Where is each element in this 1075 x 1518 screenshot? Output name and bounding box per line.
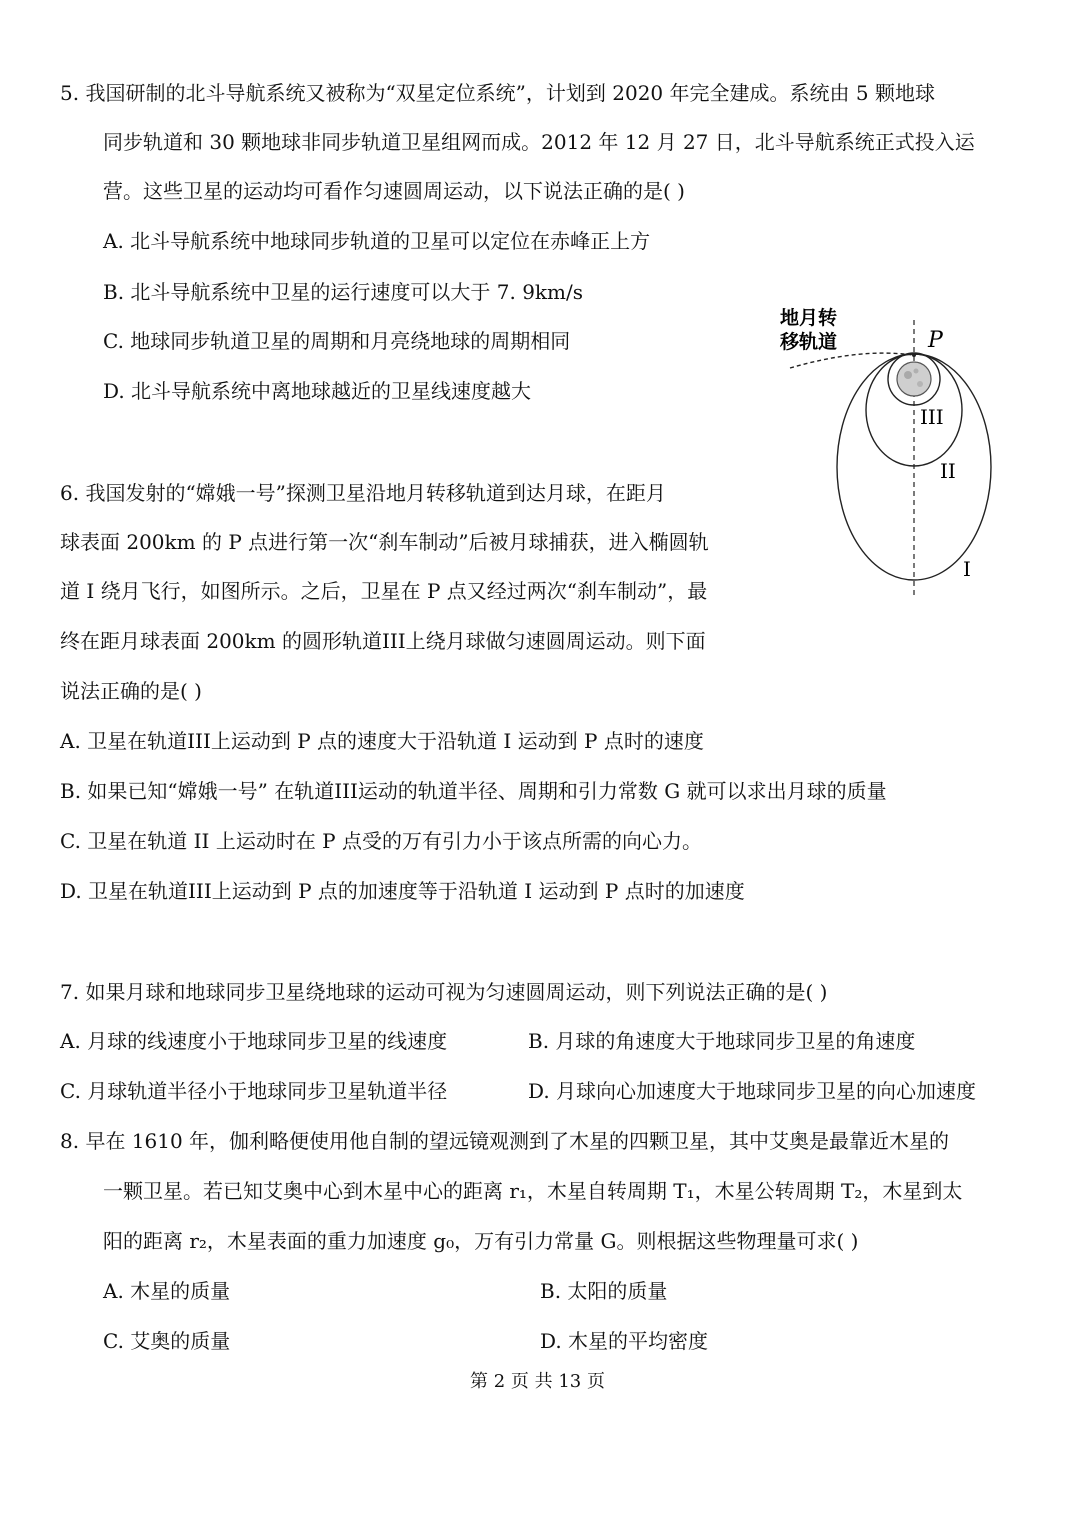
lunar-orbit-diagram — [775, 300, 995, 600]
q8-stem-line-1: 8. 早在 1610 年，伽利略便使用他自制的望远镜观测到了木星的四颗卫星，其中艾奥是最靠近木星的 — [60, 1129, 950, 1153]
q6-option-a: A. 卫星在轨道III上运动到 P 点的速度大于沿轨道 I 运动到 P 点时的速度 — [60, 729, 704, 753]
page-number-footer: 第 2 页 共 13 页 — [470, 1371, 605, 1392]
q6-option-d: D. 卫星在轨道III上运动到 P 点的加速度等于沿轨道 I 运动到 P 点时的加速度 — [60, 879, 745, 903]
point-p-marker — [912, 353, 916, 357]
transfer-orbit-label-2: 移轨道 — [780, 331, 838, 353]
q8-option-a: A. 木星的质量 — [103, 1279, 231, 1303]
q6-option-c: C. 卫星在轨道 II 上运动时在 P 点受的万有引力小于该点所需的向心力。 — [60, 829, 702, 853]
q7-option-a: A. 月球的线速度小于地球同步卫星的线速度 — [60, 1029, 448, 1053]
q7-stem: 7. 如果月球和地球同步卫星绕地球的运动可视为匀速圆周运动，则下列说法正确的是( ) — [60, 980, 828, 1004]
q5-stem-line-1: 5. 我国研制的北斗导航系统又被称为“双星定位系统”，计划到 2020 年完全建成。系统由 5 颗地球 — [60, 81, 935, 105]
q5-option-a: A. 北斗导航系统中地球同步轨道的卫星可以定位在赤峰正上方 — [103, 229, 651, 253]
q5-option-b: B. 北斗导航系统中卫星的运行速度可以大于 7. 9km/s — [103, 280, 584, 304]
orbit-iii-label: III — [920, 405, 944, 429]
q8-option-b: B. 太阳的质量 — [540, 1279, 668, 1303]
q5-stem-line-3: 营。这些卫星的运动均可看作匀速圆周运动，以下说法正确的是( ) — [103, 179, 685, 203]
q7-option-d: D. 月球向心加速度大于地球同步卫星的向心加速度 — [528, 1079, 977, 1103]
q5-option-c: C. 地球同步轨道卫星的周期和月亮绕地球的周期相同 — [103, 329, 571, 353]
q8-option-c: C. 艾奥的质量 — [103, 1329, 231, 1353]
transfer-orbit-label-1: 地月转 — [780, 307, 838, 329]
q6-stem-line-5: 说法正确的是( ) — [60, 679, 202, 703]
point-p-label: P — [928, 328, 943, 353]
q7-option-c: C. 月球轨道半径小于地球同步卫星轨道半径 — [60, 1079, 448, 1103]
q6-stem-line-3: 道 I 绕月飞行，如图所示。之后，卫星在 P 点又经过两次“刹车制动”，最 — [60, 579, 708, 603]
orbit-i-label: I — [963, 557, 971, 581]
q7-option-b: B. 月球的角速度大于地球同步卫星的角速度 — [528, 1029, 916, 1053]
q5-option-d: D. 北斗导航系统中离地球越近的卫星线速度越大 — [103, 379, 532, 403]
moon-icon — [897, 362, 931, 396]
q6-option-b: B. 如果已知“嫦娥一号” 在轨道III运动的轨道半径、周期和引力常数 G 就可以求出月球的质量 — [60, 779, 887, 803]
q8-stem-line-3: 阳的距离 r₂，木星表面的重力加速度 g₀，万有引力常量 G。则根据这些物理量可求( ) — [103, 1229, 859, 1253]
q8-stem-line-2: 一颗卫星。若已知艾奥中心到木星中心的距离 r₁，木星自转周期 T₁，木星公转周期 T₂，木星到太 — [103, 1179, 963, 1203]
q8-option-d: D. 木星的平均密度 — [540, 1329, 709, 1353]
q6-stem-line-4: 终在距月球表面 200km 的圆形轨道III上绕月球做匀速圆周运动。则下面 — [60, 629, 706, 653]
q5-stem-line-2: 同步轨道和 30 颗地球非同步轨道卫星组网而成。2012 年 12 月 27 日，北斗导航系统正式投入运 — [103, 130, 975, 154]
orbit-ii-label: II — [940, 459, 956, 483]
q6-stem-line-2: 球表面 200km 的 P 点进行第一次“刹车制动”后被月球捕获，进入椭圆轨 — [60, 530, 709, 554]
transfer-orbit-curve — [790, 353, 913, 368]
q6-stem-line-1: 6. 我国发射的“嫦娥一号”探测卫星沿地月转移轨道到达月球，在距月 — [60, 481, 666, 505]
